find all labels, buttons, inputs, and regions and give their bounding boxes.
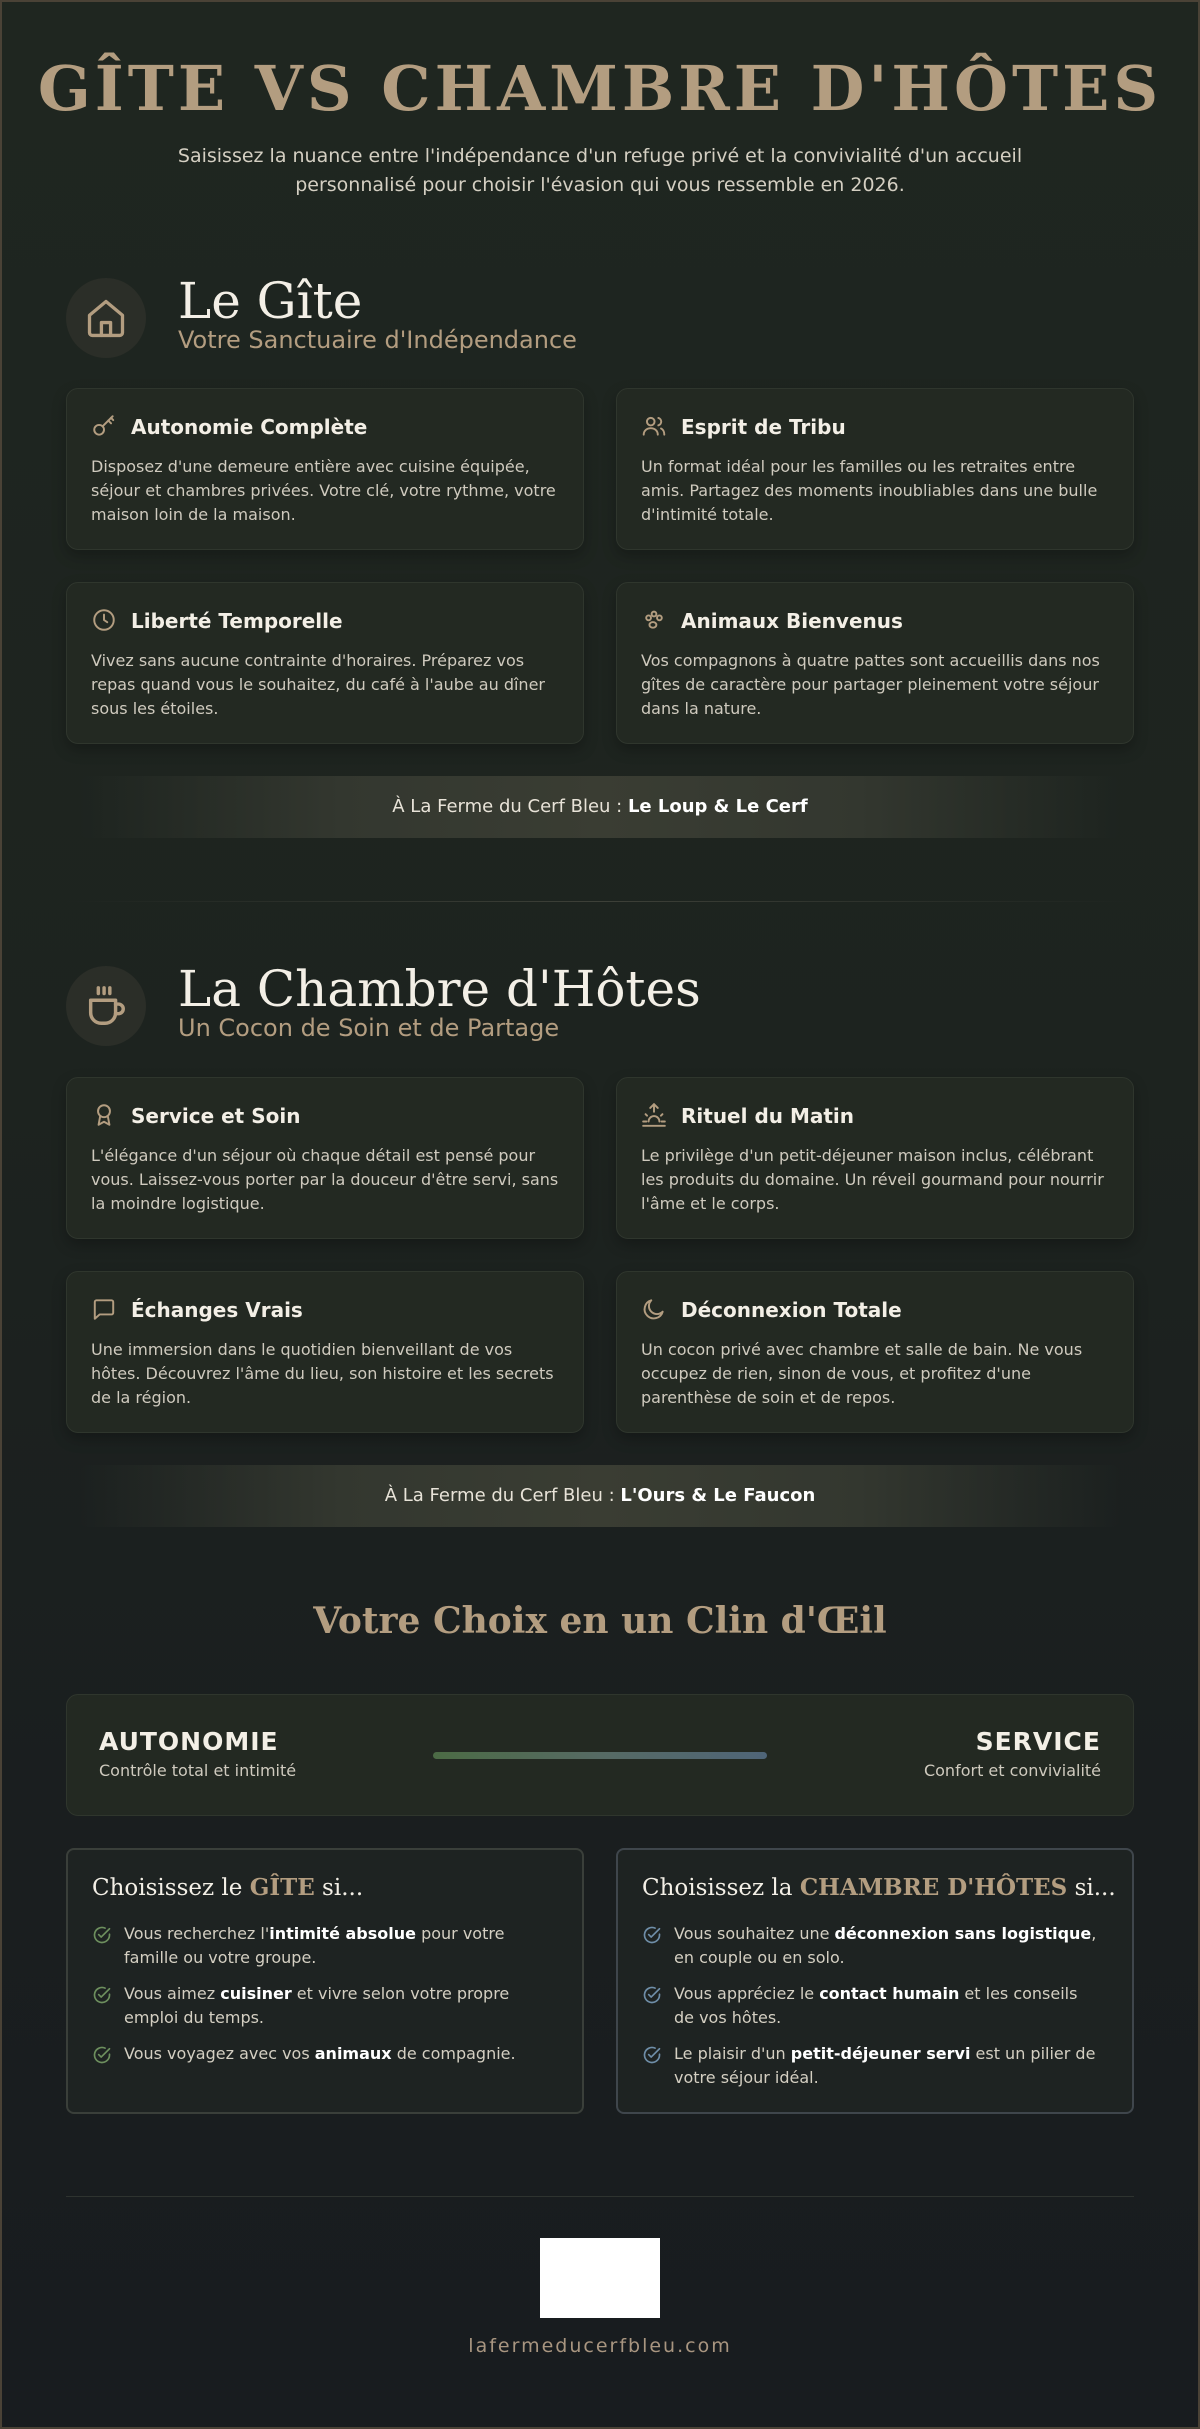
gite-section-title: Le Gîte	[178, 272, 363, 330]
list-item	[92, 2042, 552, 2066]
autonomie-label: AUTONOMIE	[99, 1727, 279, 1756]
item-text: et vivre selon votre propre emploi du temps.	[124, 1984, 510, 2027]
choose-chambre-heading	[642, 1874, 1116, 1901]
item-text: , en couple ou en solo.	[674, 1924, 1097, 1967]
item-emphasis: intimité absolue	[269, 1924, 416, 1943]
heading-prefix: Choisissez la	[642, 1875, 800, 1901]
banner-names: Le Loup & Le Cerf	[627, 796, 808, 817]
item-text: Le plaisir d'un	[674, 2044, 791, 2063]
list-item	[92, 1982, 552, 2030]
choose-gite-card	[66, 1848, 584, 2114]
card-text: Vos compagnons à quatre pattes sont accueillis dans nos gîtes de caractère pour partager pleinement votre séjour dans la nature.	[641, 651, 1100, 718]
chambre-section-title: La Chambre d'Hôtes	[178, 960, 701, 1018]
page-title: GÎTE VS CHAMBRE D'HÔTES	[37, 52, 1163, 125]
heading-prefix: Choisissez le	[92, 1875, 250, 1901]
feature-card-autonomie	[66, 388, 584, 550]
comparison-gradient-bar	[433, 1752, 767, 1759]
page-subtitle: Saisissez la nuance entre l'indépendance d'un refuge privé et la convivialité d'un accueil personnalisé pour choisir l'évasion qui vous ressemble en 2026.	[177, 145, 1023, 196]
section-divider	[66, 901, 1134, 902]
comparison-scale	[66, 1694, 1134, 1816]
message-icon	[91, 1296, 117, 1322]
choose-gite-list	[92, 1922, 552, 2078]
chambre-section-tagline: Un Cocon de Soin et de Partage	[178, 1014, 560, 1042]
feature-card-liberte	[66, 582, 584, 744]
check-circle-icon	[642, 2045, 662, 2065]
card-text: Vivez sans aucune contrainte d'horaires. Préparez vos repas quand vous le souhaitez, du café à l'aube au dîner sous les étoiles.	[91, 651, 545, 718]
item-emphasis: contact humain	[819, 1984, 960, 2003]
heading-highlight: CHAMBRE D'HÔTES	[799, 1874, 1068, 1901]
users-icon	[641, 413, 667, 439]
banner-prefix: À La Ferme du Cerf Bleu :	[392, 796, 628, 817]
item-text: Vous souhaitez une	[674, 1924, 835, 1943]
item-text: Vous appréciez le	[674, 1984, 820, 2003]
banner-prefix: À La Ferme du Cerf Bleu :	[384, 1485, 621, 1506]
list-item	[642, 1982, 1102, 2030]
award-icon	[91, 1102, 117, 1128]
autonomie-sublabel: Contrôle total et intimité	[99, 1761, 297, 1780]
logo-placeholder	[540, 2238, 660, 2318]
item-text: pour votre famille ou votre groupe.	[124, 1924, 505, 1967]
list-item	[642, 2042, 1102, 2090]
check-circle-icon	[92, 1985, 112, 2005]
feature-card-animaux	[616, 582, 1134, 744]
feature-card-deconnexion	[616, 1271, 1134, 1433]
chambre-farm-banner	[80, 1465, 1120, 1527]
website-link[interactable]: lafermeducerfbleu.com	[468, 2335, 732, 2357]
heading-suffix: si...	[1067, 1875, 1116, 1901]
choose-chambre-card	[616, 1848, 1134, 2114]
service-label: SERVICE	[975, 1727, 1101, 1756]
gite-farm-banner	[80, 776, 1120, 838]
feature-card-tribu	[616, 388, 1134, 550]
card-text: Un format idéal pour les familles ou les retraites entre amis. Partagez des moments inoubliables dans une bulle d'intimité totale.	[641, 457, 1098, 524]
item-text: est un pilier de votre séjour idéal.	[674, 2044, 1096, 2087]
item-text: Vous aimez	[124, 1984, 221, 2003]
heading-suffix: si...	[314, 1875, 364, 1901]
feature-card-rituel	[616, 1077, 1134, 1239]
choose-chambre-list	[642, 1922, 1102, 2102]
service-sublabel: Confort et convivialité	[923, 1761, 1101, 1780]
item-text: Vous recherchez l'	[124, 1924, 270, 1943]
list-item	[642, 1922, 1102, 1970]
sunrise-icon	[641, 1102, 667, 1128]
compare-title: Votre Choix en un Clin d'Œil	[313, 1600, 887, 1642]
paw-icon	[641, 607, 667, 633]
feature-card-service	[66, 1077, 584, 1239]
moon-icon	[641, 1296, 667, 1322]
card-title: Rituel du Matin	[681, 1104, 855, 1128]
card-title: Service et Soin	[131, 1104, 301, 1128]
card-title: Autonomie Complète	[131, 415, 368, 439]
check-circle-icon	[92, 1925, 112, 1945]
card-title: Animaux Bienvenus	[681, 609, 903, 633]
clock-icon	[91, 607, 117, 633]
house-icon	[66, 278, 146, 358]
footer-divider	[66, 2196, 1134, 2197]
check-circle-icon	[642, 1985, 662, 2005]
list-item	[92, 1922, 552, 1970]
card-title: Déconnexion Totale	[681, 1298, 902, 1322]
card-title: Liberté Temporelle	[131, 609, 343, 633]
item-emphasis: déconnexion sans logistique	[834, 1924, 1092, 1943]
card-title: Échanges Vrais	[131, 1298, 303, 1322]
card-title: Esprit de Tribu	[681, 415, 846, 439]
banner-names: L'Ours & Le Faucon	[620, 1485, 816, 1506]
item-text: Vous voyagez avec vos	[124, 2044, 315, 2063]
choose-gite-heading	[92, 1874, 363, 1901]
item-emphasis: petit-déjeuner servi	[790, 2044, 971, 2063]
check-circle-icon	[642, 1925, 662, 1945]
card-text: Le privilège d'un petit-déjeuner maison inclus, célébrant les produits du domaine. Un réveil gourmand pour nourrir l'âme et le corps.	[641, 1146, 1104, 1213]
key-icon	[91, 413, 117, 439]
card-text: Un cocon privé avec chambre et salle de bain. Ne vous occupez de rien, sinon de vous, et profitez d'une parenthèse de soin et de repos.	[641, 1340, 1083, 1407]
feature-card-echanges	[66, 1271, 584, 1433]
heading-highlight: GÎTE	[249, 1874, 315, 1901]
item-emphasis: cuisiner	[220, 1984, 292, 2003]
coffee-cup-icon	[66, 966, 146, 1046]
gite-section-tagline: Votre Sanctuaire d'Indépendance	[178, 326, 577, 354]
check-circle-icon	[92, 2045, 112, 2065]
item-emphasis: animaux	[314, 2044, 392, 2063]
card-text: Disposez d'une demeure entière avec cuisine équipée, séjour et chambres privées. Votre clé, votre rythme, votre maison loin de la maison.	[91, 457, 556, 524]
item-text: et les conseils de vos hôtes.	[674, 1984, 1078, 2027]
card-text: Une immersion dans le quotidien bienveillant de vos hôtes. Découvrez l'âme du lieu, son histoire et les secrets de la région.	[91, 1340, 554, 1407]
item-text: de compagnie.	[391, 2044, 516, 2063]
card-text: L'élégance d'un séjour où chaque détail est pensé pour vous. Laissez-vous porter par la douceur d'être servi, sans la moindre logistique.	[91, 1146, 559, 1213]
